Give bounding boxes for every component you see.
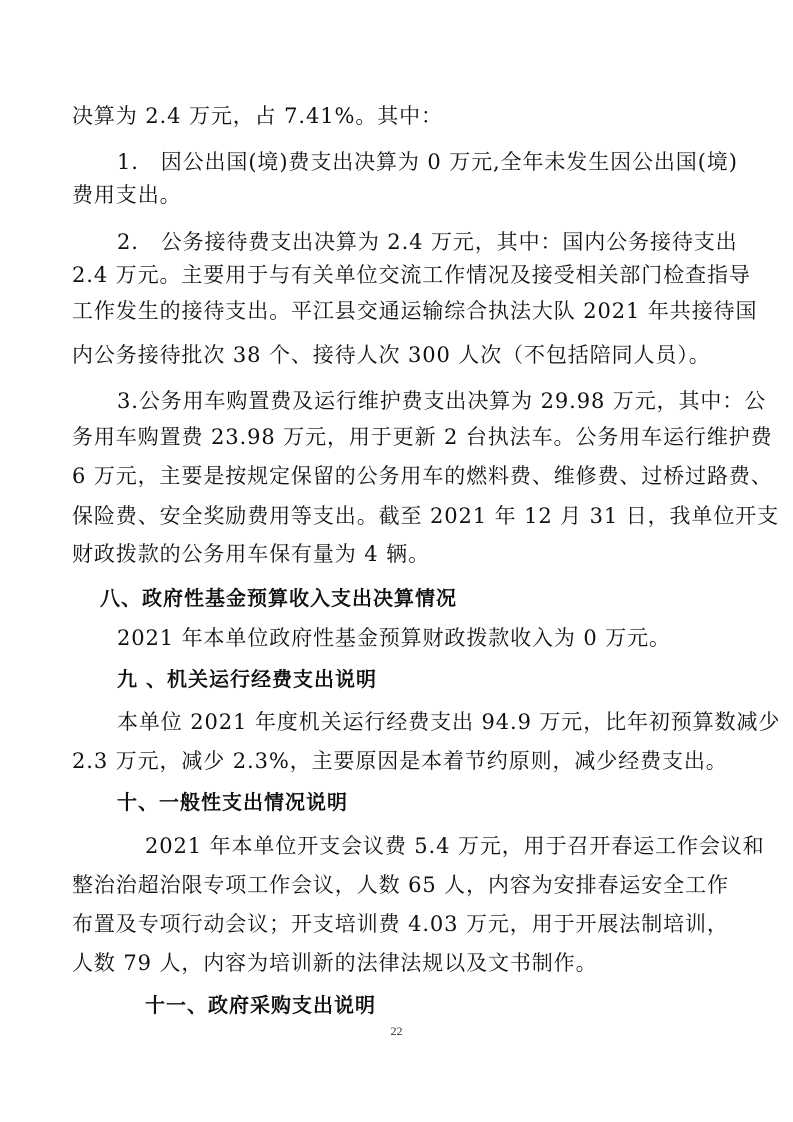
text-line: 保险费、安全奖励费用等支出。截至 2021 年 12 月 31 日，我单位开支: [72, 504, 780, 528]
text-line: 本单位 2021 年度机关运行经费支出 94.9 万元，比年初预算数减少: [117, 710, 781, 734]
text-line: 2.3 万元，减少 2.3%，主要原因是本着节约原则，减少经费支出。: [72, 749, 728, 773]
section-heading-8: 八、政府性基金预算收入支出决算情况: [100, 586, 457, 610]
text-line: 费用支出。: [72, 183, 182, 207]
text-line: 工作发生的接待支出。平江县交通运输综合执法大队 2021 年共接待国: [72, 299, 758, 323]
section-heading-9: 九 、机关运行经费支出说明: [117, 667, 377, 691]
text-line: 布置及专项行动会议；开支培训费 4.03 万元，用于开展法制培训，: [72, 912, 729, 936]
text-line: 务用车购置费 23.98 万元，用于更新 2 台执法车。公务用车运行维护费: [72, 425, 773, 449]
text-line: 2021 年本单位政府性基金预算财政拨款收入为 0 万元。: [117, 626, 671, 650]
text-line: 3.公务用车购置费及运行维护费支出决算为 29.98 万元，其中：公: [117, 389, 767, 413]
section-heading-11: 十一、政府采购支出说明: [145, 993, 376, 1017]
text-line: 人数 79 人，内容为培训新的法律法规以及文书制作。: [72, 951, 598, 975]
text-line: 2021 年本单位开支会议费 5.4 万元，用于召开春运工作会议和: [145, 834, 765, 858]
text-line: 整治治超治限专项工作会议，人数 65 人，内容为安排春运安全工作: [72, 873, 729, 897]
text-line: 财政拨款的公务用车保有量为 4 辆。: [72, 542, 430, 566]
section-heading-10: 十、一般性支出情况说明: [117, 790, 348, 814]
text-line: 2.4 万元。主要用于与有关单位交流工作情况及接受相关部门检查指导: [72, 263, 751, 287]
text-line: 2. 公务接待费支出决算为 2.4 万元，其中：国内公务接待支出: [117, 230, 738, 254]
text-line: 决算为 2.4 万元，占 7.41%。其中：: [72, 104, 443, 128]
page-number: 22: [390, 1024, 403, 1038]
text-line: 内公务接待批次 38 个、接待人次 300 人次（不包括陪同人员）。: [72, 343, 711, 367]
text-line: 6 万元，主要是按规定保留的公务用车的燃料费、维修费、过桥过路费、: [72, 464, 773, 488]
text-line: 1. 因公出国(境)费支出决算为 0 万元,全年未发生因公出国(境): [117, 150, 738, 174]
